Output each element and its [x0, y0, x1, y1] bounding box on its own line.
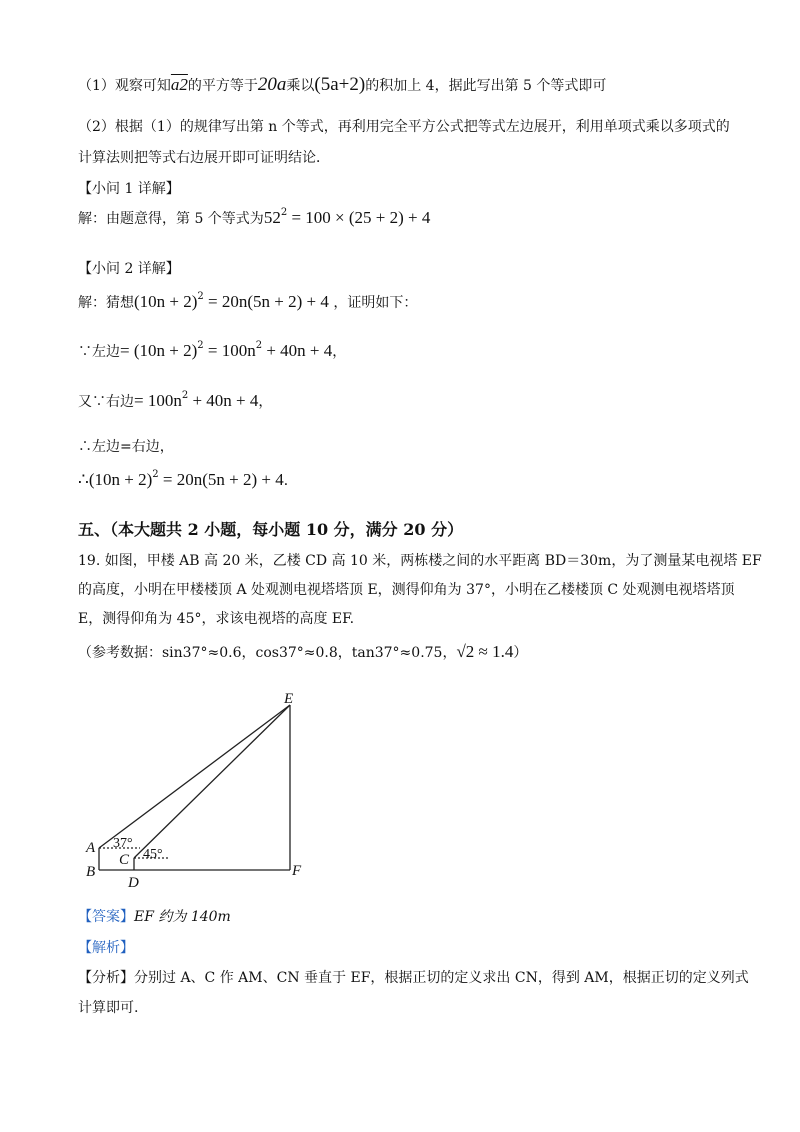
- question-19-line1: 19. 如图，甲楼 AB 高 20 米，乙楼 CD 高 10 米，两栋楼之间的水平距离 BD＝30m，为了测量某电视塔 EF: [78, 553, 762, 569]
- reference-data: （参考数据：sin37°≈0.6，cos37°≈0.8，tan37°≈0.75，√2 ≈ 1.4）: [78, 642, 528, 661]
- tower-figure: [70, 690, 330, 895]
- sub-question-2-header: 【小问 2 详解】: [78, 261, 180, 277]
- label-a: A: [86, 840, 96, 856]
- analysis-line2: 计算即可.: [78, 1000, 139, 1016]
- question-19-line3: E，测得仰角为 45°，求该电视塔的高度 EF.: [78, 611, 355, 627]
- sub-question-2-guess: 解：猜想$(10n + 2)^2 = 20n(5n + 2) + 4$ ，证明如下：: [78, 291, 418, 311]
- proof-line-2: 又∵右边= $100n^2 + 40n + 4$，: [78, 390, 273, 410]
- label-b: B: [86, 864, 96, 880]
- angle-45-label: 45°: [143, 847, 163, 862]
- sub-question-1-header: 【小问 1 详解】: [78, 181, 180, 197]
- proof-line-3: ∴左边=右边，: [78, 439, 174, 455]
- sightline-ae: [99, 705, 290, 848]
- sightline-ce: [134, 705, 290, 858]
- label-c: C: [119, 852, 130, 868]
- question-19-line2: 的高度，小明在甲楼楼顶 A 处观测电视塔塔顶 E，测得仰角为 37°，小明在乙楼楼顶 C 处观测电视塔塔顶: [78, 582, 735, 598]
- proof-conclusion: ∴(10n + 2)$^2$ = 20n(5n + 2) + 4．: [78, 469, 298, 489]
- analysis-tag: 【解析】: [78, 940, 134, 956]
- label-f: F: [292, 863, 302, 879]
- hint-2-line2: 计算法则把等式右边展开即可证明结论．: [78, 150, 330, 166]
- hint-1: （1）观察可知a2的平方等于20a乘以(5a+2)的积加上 4，据此写出第 5 个等式即可: [78, 74, 607, 95]
- label-e: E: [284, 691, 294, 707]
- proof-line-1: ∵左边= $(10n + 2)^2 = 100n^2 + 40n + 4$，: [78, 340, 347, 360]
- hint-2-line1: （2）根据（1）的规律写出第 n 个等式，再利用完全平方公式把等式左边展开，利用单项式乘以多项式的: [78, 119, 730, 135]
- sub-question-1-solution: 解：由题意得，第 5 个等式为$52^2 = 100 \times (25 + 2) + 4$: [78, 207, 431, 227]
- analysis-line1: 【分析】分别过 A、C 作 AM、CN 垂直于 EF，根据正切的定义求出 CN，得到 AM，根据正切的定义列式: [78, 970, 749, 986]
- angle-37-label: 37°: [113, 836, 133, 851]
- label-d: D: [128, 875, 139, 891]
- answer: 【答案】EF 约为 140m: [78, 909, 231, 925]
- section-heading: 五、（本大题共 2 小题，每小题 10 分，满分 20 分）: [78, 520, 464, 539]
